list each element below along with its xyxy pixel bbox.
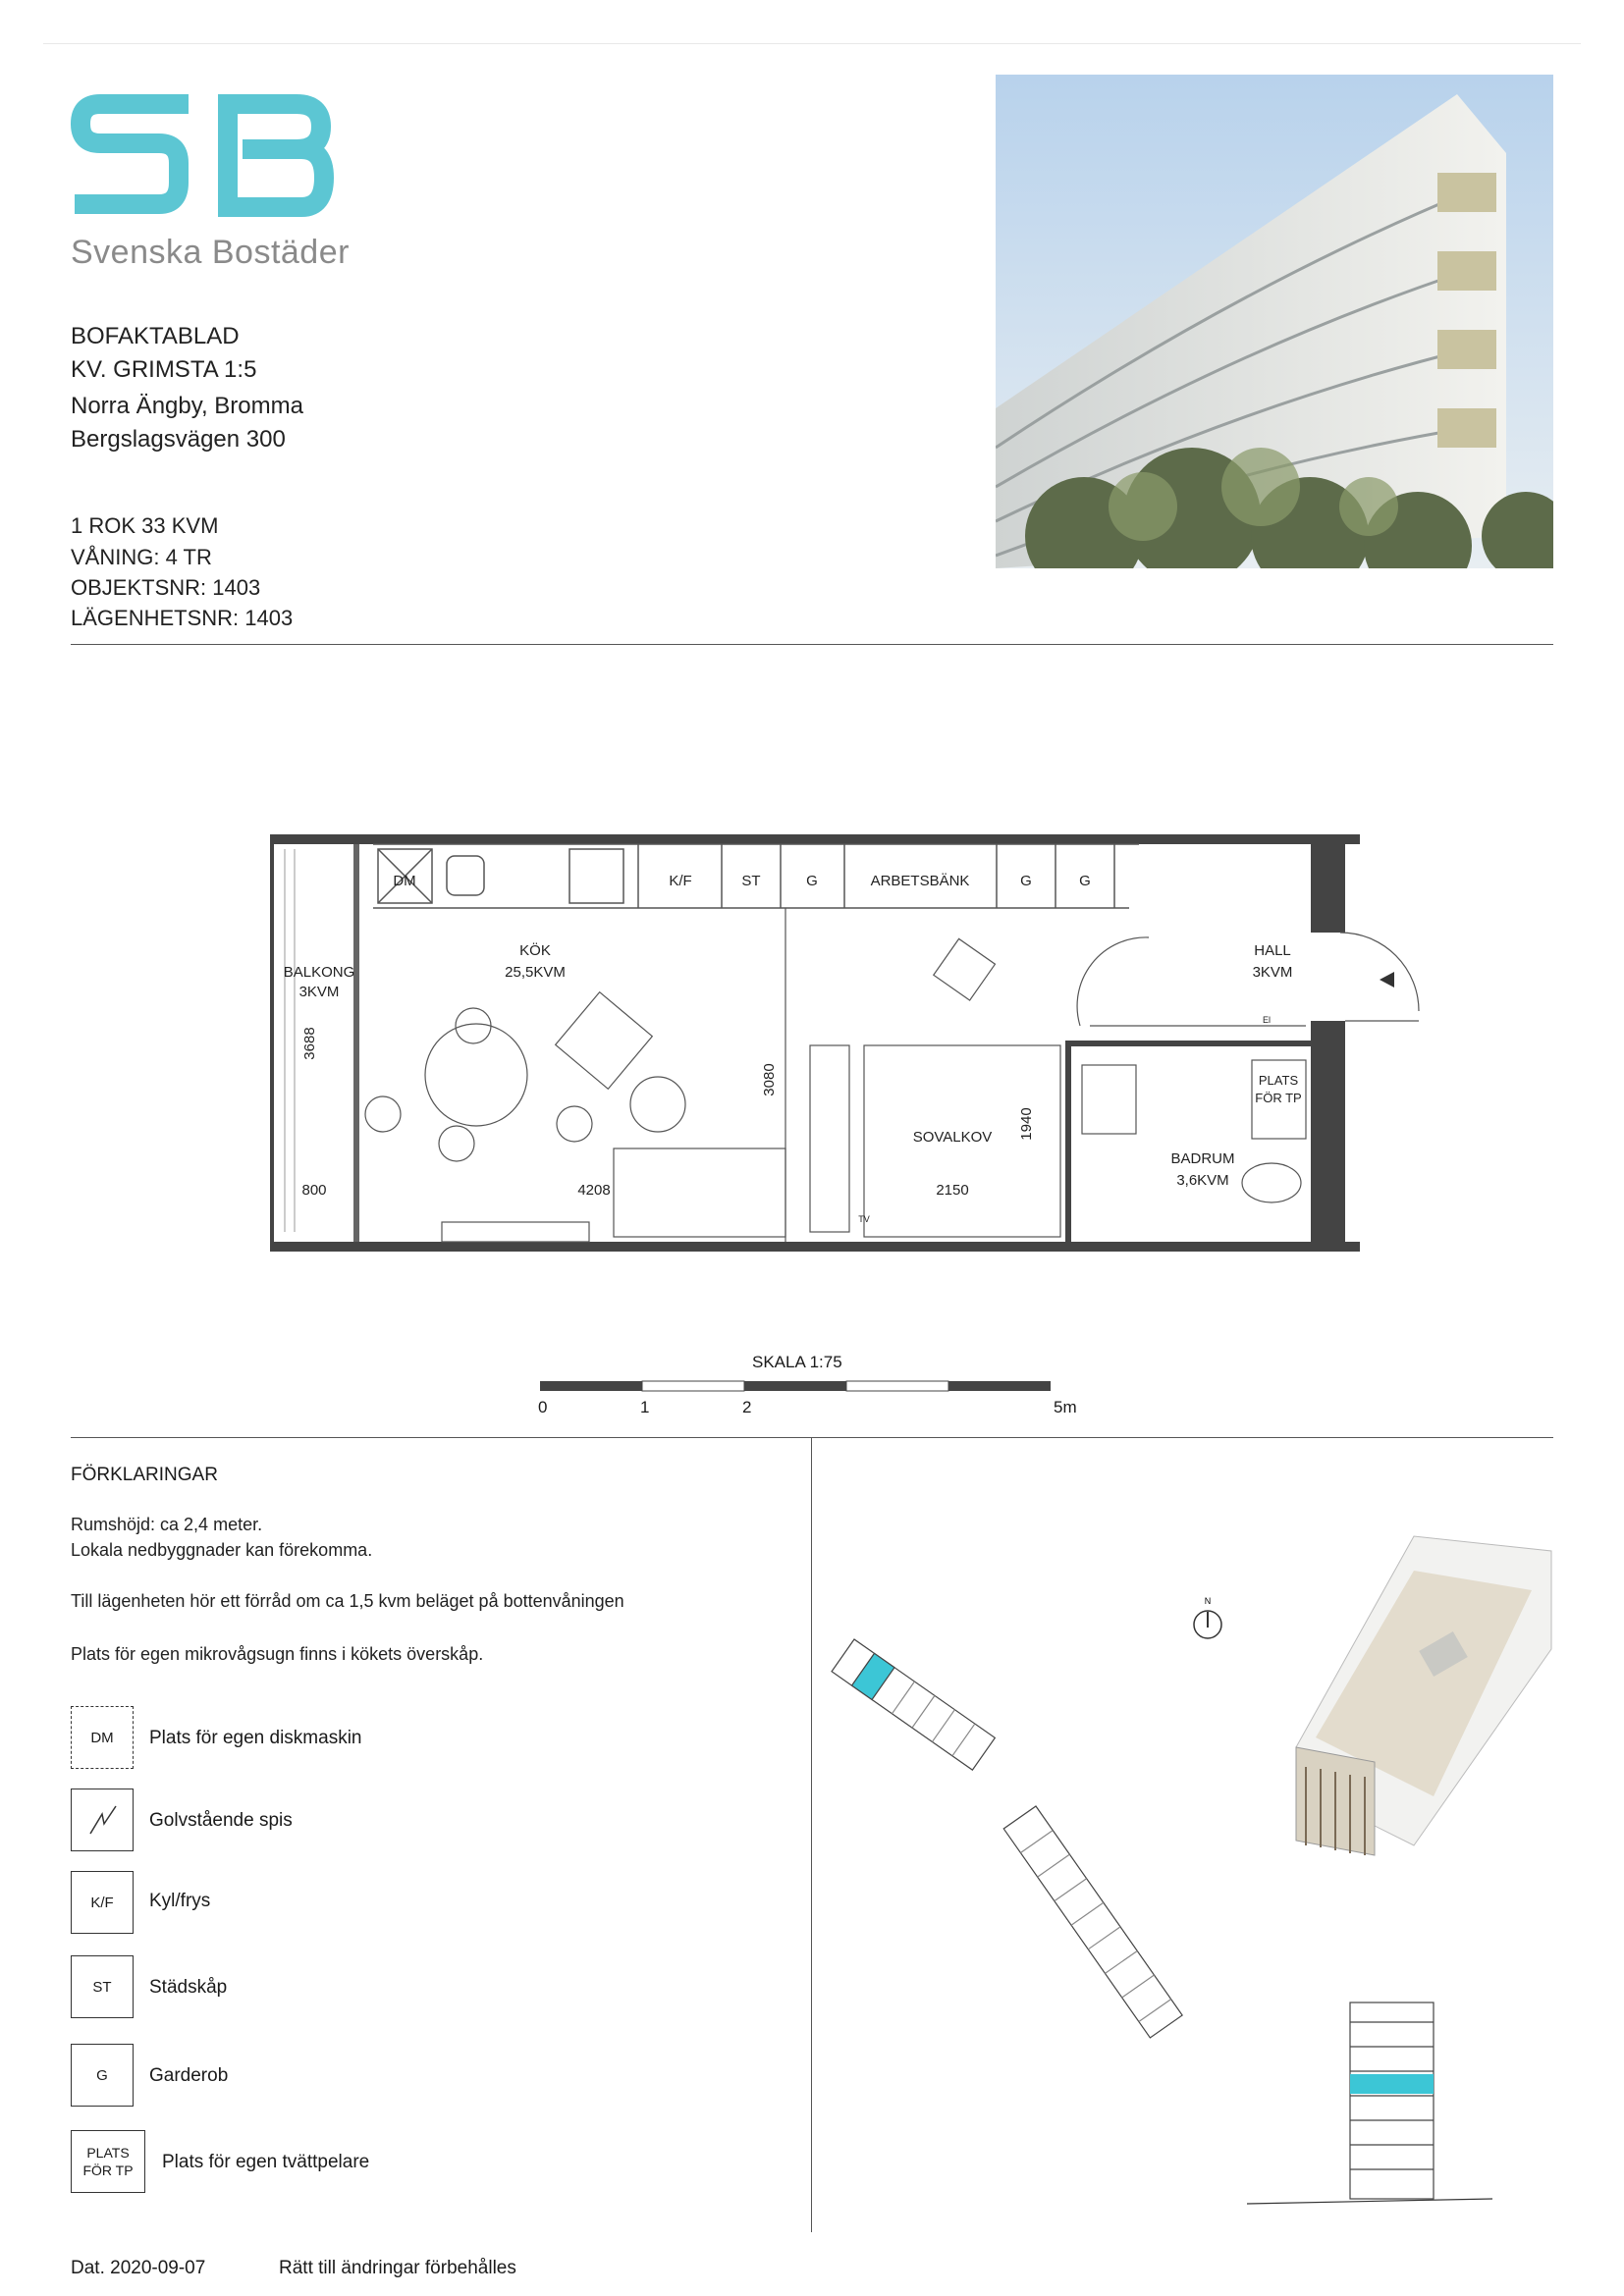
kitchen-area: 25,5KVM: [505, 964, 566, 981]
fridge-label: Kyl/frys: [149, 1891, 211, 1911]
area-name: Norra Ängby, Bromma: [71, 393, 303, 419]
object-number: OBJEKTSNR: 1403: [71, 575, 261, 600]
appliance-dm: DM: [393, 873, 416, 889]
appliance-g1: G: [806, 873, 818, 889]
dim-800: 800: [301, 1182, 327, 1199]
footer-note: Rätt till ändringar förbehålles: [279, 2258, 516, 2278]
laundry-label-2: FÖR TP: [1255, 1091, 1302, 1105]
block-name: KV. GRIMSTA 1:5: [71, 356, 257, 383]
el-label: El: [1262, 1015, 1272, 1025]
entrance-arrow-icon: [1380, 972, 1394, 988]
svenska-bostader-logo: [71, 94, 336, 232]
header-divider: [71, 644, 1553, 645]
legend-divider: [71, 1437, 1553, 1438]
cleaning-cabinet-label: Städskåp: [149, 1977, 228, 1998]
scale-bar: [538, 1378, 1068, 1417]
appliance-g3: G: [1079, 873, 1091, 889]
floor-plan: [265, 829, 1443, 1261]
hall-area: 3KVM: [1252, 964, 1293, 981]
wardrobe-symbol-icon: G: [71, 2044, 134, 2107]
legend-room-height: Rumshöjd: ca 2,4 meter.: [71, 1515, 263, 1534]
scale-tick-2: 2: [742, 1398, 752, 1416]
dim-3080: 3080: [761, 1063, 778, 1096]
hall-name: HALL: [1254, 942, 1291, 959]
dim-2150: 2150: [936, 1182, 969, 1199]
appliance-g2: G: [1020, 873, 1032, 889]
column-divider: [811, 1437, 812, 2232]
stove-symbol-icon: [71, 1789, 134, 1851]
fridge-symbol-icon: K/F: [71, 1871, 134, 1934]
dim-4208: 4208: [577, 1182, 611, 1199]
legend-microwave: Plats för egen mikrovågsugn finns i kökets överskåp.: [71, 1644, 484, 1664]
kitchen-name: KÖK: [519, 942, 551, 959]
stove-label: Golvstående spis: [149, 1810, 293, 1831]
legend-local-note: Lokala nedbyggnader kan förekomma.: [71, 1540, 373, 1560]
scale-tick-1: 1: [640, 1398, 650, 1416]
building-elevation-icon: [1247, 2002, 1492, 2204]
cleaning-cabinet-symbol-icon: ST: [71, 1955, 134, 2018]
floor-level: VÅNING: 4 TR: [71, 545, 212, 569]
scale-label: SKALA 1:75: [752, 1353, 842, 1371]
laundry-label: Plats för egen tvättpelare: [162, 2152, 370, 2172]
balcony-area: 3KVM: [298, 984, 340, 1000]
appliance-st: ST: [741, 873, 761, 889]
bath-name: BADRUM: [1170, 1150, 1235, 1167]
scale-tick-0: 0: [538, 1398, 548, 1416]
dishwasher-label: Plats för egen diskmaskin: [149, 1728, 362, 1748]
laundry-symbol-icon: PLATS FÖR TP: [71, 2130, 145, 2193]
dim-3688: 3688: [301, 1027, 318, 1060]
apartment-number: LÄGENHETSNR: 1403: [71, 606, 294, 630]
street-address: Bergslagsvägen 300: [71, 426, 286, 453]
legend-title: FÖRKLARINGAR: [71, 1465, 218, 1485]
brand-name: Svenska Bostäder: [71, 234, 350, 271]
dim-1940: 1940: [1018, 1107, 1035, 1141]
laundry-label-1: PLATS: [1258, 1073, 1299, 1088]
isometric-apartment-icon: [1296, 1536, 1551, 1855]
appliance-workbench: ARBETSBÄNK: [870, 873, 970, 889]
appliance-kf: K/F: [669, 873, 692, 889]
building-photo: [996, 75, 1553, 568]
footer-date: Dat. 2020-09-07: [71, 2258, 206, 2278]
bath-area: 3,6KVM: [1176, 1172, 1229, 1189]
north-label: N: [1204, 1596, 1212, 1606]
wardrobe-label: Garderob: [149, 2065, 229, 2086]
scale-tick-5m: 5m: [1054, 1398, 1077, 1416]
room-count: 1 ROK 33 KVM: [71, 513, 219, 538]
tv-label: TV: [858, 1214, 870, 1224]
doc-type: BOFAKTABLAD: [71, 323, 240, 349]
legend-storage: Till lägenheten hör ett förråd om ca 1,5 kvm beläget på bottenvåningen: [71, 1591, 624, 1611]
balcony-name: BALKONG: [283, 964, 355, 981]
site-plan: [825, 1502, 1571, 2228]
dishwasher-symbol-icon: DM: [71, 1706, 134, 1769]
alcove-name: SOVALKOV: [912, 1129, 993, 1146]
top-border: [43, 43, 1581, 44]
